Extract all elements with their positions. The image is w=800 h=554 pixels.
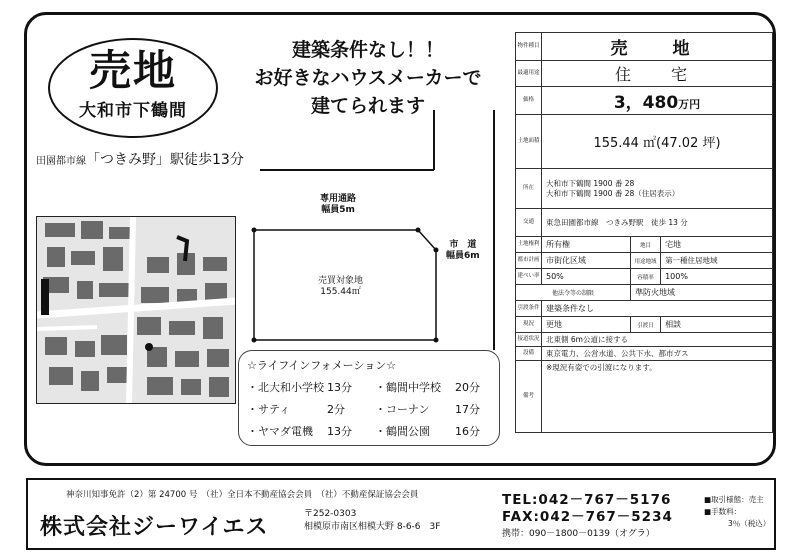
spec-label: 価格 [516, 87, 542, 115]
lifeline-box [238, 350, 500, 446]
fee-value: 3％（税込） [728, 519, 771, 528]
fax-number: FAX:042－767－5234 [502, 509, 673, 525]
spec-row [516, 347, 773, 361]
spec-label: 設備 [516, 347, 542, 361]
tel-number: TEL:042－767－5176 [502, 492, 672, 508]
spec-row [516, 61, 773, 87]
spec-label: 物件種目 [516, 33, 542, 61]
spec-label: 接道状況 [516, 333, 542, 347]
spec-road: 北東側 6m公道に接する [542, 333, 773, 347]
spec-row [516, 169, 773, 209]
spec-address [542, 169, 773, 209]
facility-time: 2分 [327, 403, 345, 416]
spec-facilities: 東京電力、公営水道、公共下水、都市ガス [542, 347, 773, 361]
facility-name: ・北大和小学校 [247, 381, 324, 394]
spec-label: 土地面積 [516, 115, 542, 169]
spec-price [542, 87, 773, 115]
station-walk: 「つきみ野」駅徒歩13分 [86, 152, 244, 168]
lifeline-row [247, 399, 491, 421]
facility-time: 20分 [455, 381, 480, 394]
spec-label: 最適用途 [516, 61, 542, 87]
station-info [36, 149, 244, 169]
city-road-label [446, 240, 480, 262]
private-road-text: 専用通路 [320, 194, 357, 204]
facility-time: 13分 [327, 425, 352, 438]
spec-row [516, 253, 773, 269]
site-plan-drawing [230, 190, 500, 350]
spec-row [516, 285, 773, 301]
spec-bcr: 50% [542, 269, 631, 285]
lot-label-text: 売買対象地 [318, 276, 364, 286]
catch-line-1: 建築条件なし！！ [291, 39, 444, 61]
catch-line-3: 建てられます [310, 95, 425, 117]
spec-area: 155.44 ㎡(47.02 坪) [542, 115, 773, 169]
spec-row [516, 333, 773, 347]
fee-info [704, 494, 770, 530]
private-road-width: 幅員5m [321, 205, 355, 215]
divider-line [433, 110, 435, 170]
private-road-label [320, 194, 356, 216]
spec-status: 更地 [542, 317, 631, 333]
spec-row [516, 237, 773, 253]
spec-other-restrictions: 準防火地域 [631, 285, 773, 301]
catch-copy [238, 36, 498, 120]
divider-line [260, 169, 434, 171]
lifeline-title: ☆ライフインフォメーション☆ [247, 359, 397, 372]
facility-time: 13分 [327, 381, 352, 394]
spec-far: 100% [661, 269, 773, 285]
spec-row [516, 33, 773, 61]
price-value: 3，480 [613, 93, 679, 113]
spec-row [516, 301, 773, 317]
facility-name: ・鶴間中学校 [375, 381, 441, 394]
mobile-number: 携帯：090－1800－0139（オグラ） [502, 529, 655, 539]
price-unit: 万円 [678, 98, 701, 111]
spec-label: 容積率 [631, 269, 661, 285]
spec-row [516, 269, 773, 285]
facility-name: ・コーナン [375, 403, 430, 416]
spec-type: 売 地 [542, 33, 773, 61]
lot-label [318, 276, 363, 298]
spec-label: 所在 [516, 169, 542, 209]
facility-time: 16分 [455, 425, 480, 438]
site-plan [230, 190, 500, 350]
location-map [36, 216, 236, 404]
city-road-width: 幅員6m [446, 251, 480, 261]
spec-label: 土地権利 [516, 237, 542, 253]
spec-row [516, 361, 773, 433]
title-oval [48, 38, 218, 138]
spec-label: 都市計画 [516, 253, 542, 269]
company-name: 株式会社ジーワイエス [40, 515, 269, 540]
address-line: 大和市下鶴間 1900 番 28（住居表示） [546, 188, 680, 198]
spec-row [516, 209, 773, 237]
fee-label: ■手数料： [704, 507, 742, 516]
spec-use: 住 宅 [542, 61, 773, 87]
postal-code: 〒252-0303 [304, 509, 357, 519]
transaction-type: ■取引様態：売主 [704, 495, 764, 504]
spec-row [516, 87, 773, 115]
license-info: 神奈川知事免許（2）第 24700 号 （社）全日本不動産協会会員 （社）不動産保証協会会員 [66, 490, 419, 500]
facility-name: ・サティ [247, 403, 291, 416]
spec-label: 引渡日 [631, 317, 661, 333]
station-line: 田園都市線 [36, 156, 86, 167]
lifeline-row [247, 421, 491, 443]
spec-land-category: 宅地 [661, 237, 773, 253]
address-line: 大和市下鶴間 1900 番 28 [546, 178, 635, 188]
company-footer [26, 478, 776, 550]
property-spec-table [515, 32, 773, 433]
lot-area-text: 155.44㎡ [320, 287, 361, 297]
spec-label: 現況 [516, 317, 542, 333]
map-drawing [37, 217, 236, 404]
listing-title: 売地 [88, 46, 177, 95]
spec-remarks: ※現況有姿での引渡になります。 [542, 361, 773, 433]
spec-label: 引渡条件 [516, 301, 542, 317]
spec-row [516, 317, 773, 333]
city-road-text: 市 道 [449, 240, 477, 250]
facility-name: ・鶴間公園 [375, 425, 430, 438]
spec-transport: 東急田園都市線 つきみ野駅 徒歩 13 分 [542, 209, 773, 237]
spec-handover: 相談 [661, 317, 773, 333]
catch-line-2: お好きなハウスメーカーで [254, 67, 482, 89]
spec-label: 交通 [516, 209, 542, 237]
spec-city-plan: 市街化区域 [542, 253, 631, 269]
company-address [304, 508, 440, 534]
spec-label: 備考 [516, 361, 542, 433]
lifeline-row [247, 377, 491, 399]
address-text: 相模原市南区相模大野 8-6-6 3F [304, 522, 441, 532]
facility-time: 17分 [455, 403, 480, 416]
facility-name: ・ヤマダ電機 [247, 425, 313, 438]
spec-label: 他法令等の制限 [516, 285, 631, 301]
spec-label: 地目 [631, 237, 661, 253]
spec-label: 建ぺい率 [516, 269, 542, 285]
spec-row [516, 115, 773, 169]
spec-zoning: 第一種住居地域 [661, 253, 773, 269]
contact-numbers [502, 492, 673, 543]
spec-label: 用途地域 [631, 253, 661, 269]
listing-location: 大和市下鶴間 [79, 101, 187, 121]
spec-rights: 所有権 [542, 237, 631, 253]
spec-delivery: 建築条件なし [542, 301, 773, 317]
